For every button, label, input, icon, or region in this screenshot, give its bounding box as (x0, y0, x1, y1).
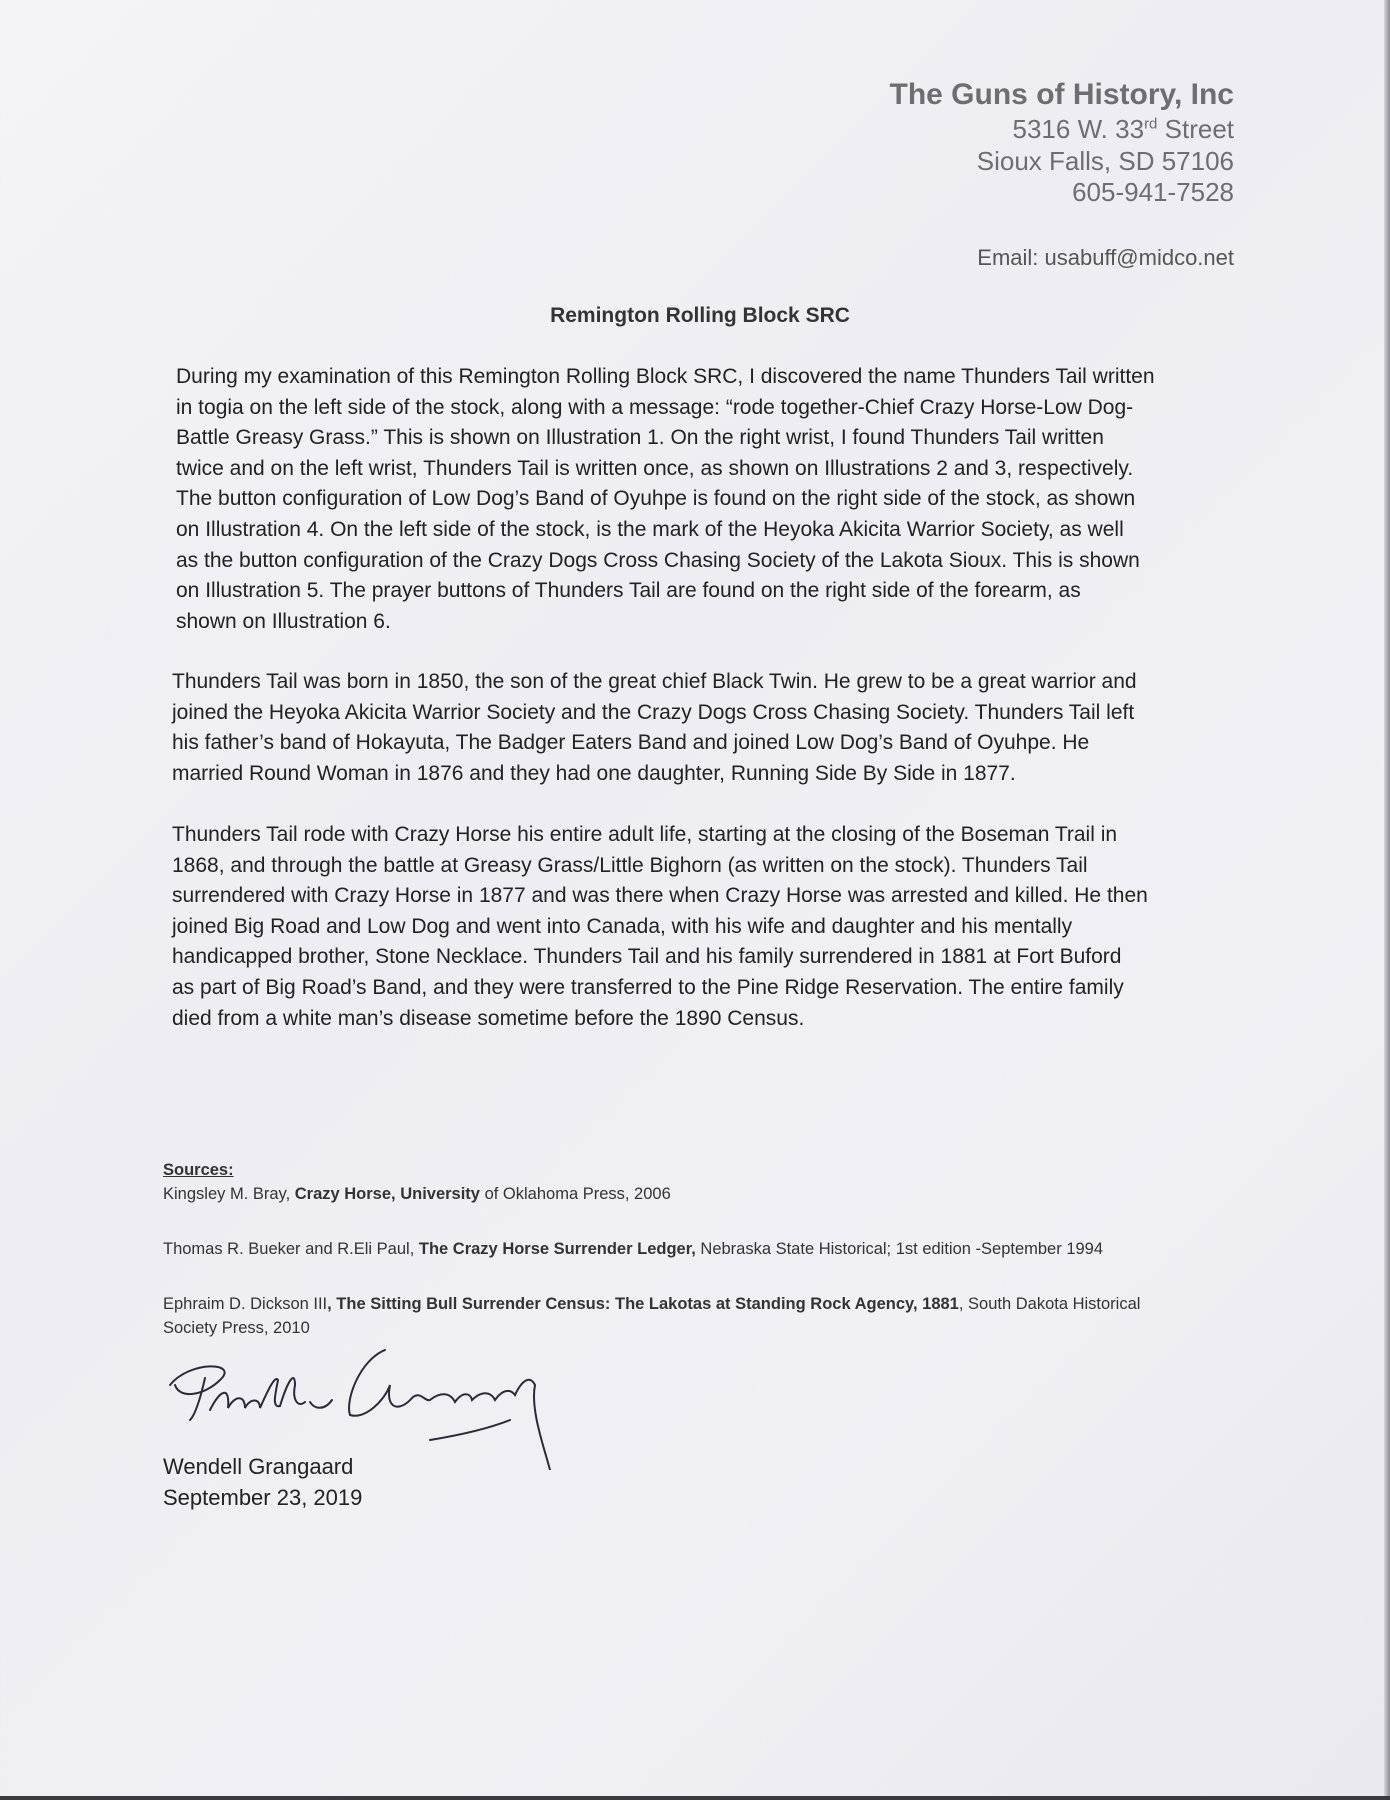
text-line: joined the Heyoka Akicita Warrior Society and the Crazy Dogs Cross Chasing Society. Thunders Tail left (172, 700, 1135, 724)
source-title: Crazy Horse, University (294, 1185, 480, 1203)
text-line: on Illustration 5. The prayer buttons of Thunders Tail are found on the right side of the forearm, as (176, 579, 1081, 603)
text-line: The button configuration of Low Dog’s Band of Oyuhpe is found on the right side of the stock, as shown (176, 487, 1136, 511)
city-state-zip: Sioux Falls, SD 57106 (976, 146, 1234, 176)
source-author: Kingsley M. Bray, (163, 1185, 295, 1203)
street-number: 5316 W. 33 (1012, 114, 1145, 144)
text-line: on Illustration 4. On the left side of the stock, is the mark of the Heyoka Akicita Warrior Society, as well (176, 517, 1124, 541)
source-publisher: , South Dakota Historical (958, 1295, 1141, 1313)
email-address: Email: usabuff@midco.net (977, 245, 1234, 270)
source-item (163, 1182, 1140, 1206)
document-title: Remington Rolling Block SRC (550, 304, 850, 327)
source-publisher: of Oklahoma Press, 2006 (479, 1185, 671, 1203)
text-line: surrendered with Crazy Horse in 1877 and was there when Crazy Horse was arrested and killed. He then (172, 884, 1148, 908)
scan-edge-bottom (0, 1796, 1390, 1800)
ordinal-suffix: rd (1144, 115, 1158, 133)
text-line: 1868, and through the battle at Greasy Grass/Little Bighorn (as written on the stock). Thunders Tail (172, 853, 1088, 877)
paragraph-examination (176, 362, 1155, 637)
text-line: in togia on the left side of the stock, along with a message: “rode together-Chief Crazy Horse-Low Dog- (176, 395, 1134, 419)
source-author: Ephraim D. Dickson III (163, 1295, 328, 1313)
phone-number: 605-941-7528 (1072, 177, 1234, 207)
text-line: married Round Woman in 1876 and they had one daughter, Running Side By Side in 1877. (172, 761, 1016, 785)
source-author: Thomas R. Bueker and R.Eli Paul, (163, 1240, 419, 1258)
source-item (163, 1292, 1140, 1340)
text-line: died from a white man’s disease sometime before the 1890 Census. (172, 1006, 805, 1030)
text-line: handicapped brother, Stone Necklace. Thunders Tail and his family surrendered in 1881 at Fort Buford (172, 945, 1122, 969)
street-address (1013, 114, 1234, 145)
text-line: Thunders Tail was born in 1850, the son of the great chief Black Twin. He grew to be a great warrior and (172, 670, 1137, 693)
paragraph-history (172, 820, 1148, 1034)
text-line: shown on Illustration 6. (176, 609, 391, 633)
text-line: twice and on the left wrist, Thunders Tail is written once, as shown on Illustrations 2 and 3, respectively. (176, 456, 1134, 480)
text-line: Battle Greasy Grass.” This is shown on Illustration 1. On the right wrist, I found Thunders Tail written (176, 426, 1104, 450)
signer-name: Wendell Grangaard (163, 1454, 354, 1479)
street-name: Street (1157, 114, 1234, 144)
text-line: as the button configuration of the Crazy Dogs Cross Chasing Society of the Lakota Sioux. This is shown (176, 548, 1140, 572)
signature-date: September 23, 2019 (163, 1485, 363, 1510)
text-line: as part of Big Road’s Band, and they were transferred to the Pine Ridge Reservation. The entire family (172, 975, 1124, 999)
source-title: , The Sitting Bull Surrender Census: The Lakotas at Standing Rock Agency, 1881 (327, 1295, 959, 1313)
scan-edge-right (1384, 0, 1390, 1800)
source-title: The Crazy Horse Surrender Ledger, (418, 1240, 696, 1258)
sources-section (163, 1158, 1140, 1340)
text-line: his father’s band of Hokayuta, The Badger Eaters Band and joined Low Dog’s Band of Oyuhpe. He (172, 731, 1090, 755)
text-line: During my examination of this Remington Rolling Block SRC, I discovered the name Thunders Tail written (176, 365, 1155, 388)
handwritten-signature (150, 1340, 570, 1470)
text-line: joined Big Road and Low Dog and went into Canada, with his wife and daughter and his mentally (172, 914, 1073, 938)
source-publisher: Nebraska State Historical; 1st edition -September 1994 (695, 1240, 1104, 1258)
source-publisher-cont: Society Press, 2010 (163, 1319, 310, 1337)
sources-heading: Sources: (163, 1161, 234, 1179)
paragraph-biography (172, 667, 1137, 789)
company-name: The Guns of History, Inc (889, 78, 1234, 111)
text-line: Thunders Tail rode with Crazy Horse his entire adult life, starting at the closing of the Boseman Trail in (172, 823, 1118, 846)
source-item (163, 1237, 1140, 1261)
